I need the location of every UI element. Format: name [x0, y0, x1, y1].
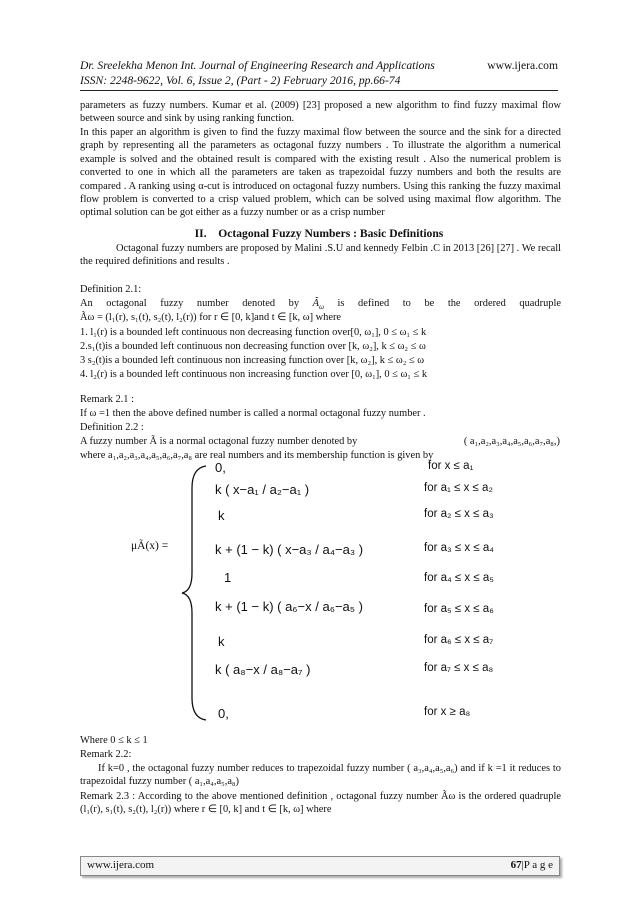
piece-expr-4: k + (1 − k) ( x−a₃ / a₄−a₃ ) — [215, 542, 364, 557]
piece-expr-7: k — [218, 634, 225, 649]
section-heading — [80, 227, 558, 240]
page-label: |P a g e — [521, 859, 553, 871]
piece-cond-6: for a₅ ≤ x ≤ a₆ — [424, 603, 494, 615]
piece-expr-6: k + (1 − k) ( a₆−x / a₆−a₅ ) — [215, 599, 363, 614]
rem21-heading: Remark 2.1 : — [80, 394, 134, 405]
piece-cond-7: for a₆ ≤ x ≤ a₇ — [424, 634, 494, 646]
def21-item-1: 1. l₁(r) is a bounded left continuous non decreasing function over[0, ω₁], 0 ≤ ω₁ ≤ k — [80, 327, 427, 338]
def22-tuple: ( a₁,a₂,a₃,a₄,a₅,a₆,a₇,a₈,) — [463, 436, 560, 447]
header-issn-line: ISSN: 2248-9622, Vol. 6, Issue 2, (Part - 2) February 2016, pp.66-74 — [80, 73, 401, 87]
def21-heading: Definition 2.1: — [80, 284, 142, 295]
rem23-text: Remark 2.3 : According to the above mentioned definition , octagonal fuzzy number Ãω is the ordered quadruple (l₁(r), s₁(t), s₂(t), l₂(r)) where r ∈ [0, k] and t ∈ [k, ω] where — [80, 791, 561, 816]
def22-heading: Definition 2.2 : — [80, 422, 144, 433]
def21-line1-text: An octagonal fuzzy number denoted by — [80, 298, 300, 309]
def22-line1: A fuzzy number Ã is a normal octagonal fuzzy number denoted by — [80, 436, 358, 447]
rem21-text: If ω =1 then the above defined number is called a normal octagonal fuzzy number . — [80, 408, 426, 419]
rem22-heading: Remark 2.2: — [80, 749, 132, 760]
page-number: 67 — [510, 859, 522, 871]
piece-expr-5: 1 — [224, 570, 232, 585]
header-journal-line: Dr. Sreelekha Menon Int. Journal of Engineering Research and Applications — [80, 59, 435, 72]
def21-line1-tail: is defined to be the ordered quadruple — [337, 298, 561, 309]
header-rule — [80, 90, 558, 91]
header-url[interactable]: www.ijera.com — [487, 59, 558, 72]
piece-expr-8: k ( a₈−x / a₈−a₇ ) — [215, 662, 311, 677]
rem22-text: If k=0 , the octagonal fuzzy number reduces to trapezoidal fuzzy number ( a₃,a₄,a₅,a₆) and if k =1 it reduces to trapezoidal fuzzy number ( a₁,a₄,a₅,a₈) — [80, 763, 561, 788]
def21-tuple: Ãω = (l₁(r), s₁(t), s₂(t), l₂(r)) for r ∈ [0, k]and t ∈ [k, ω] where — [80, 312, 342, 323]
def22-line2: where a₁,a₂,a₃,a₄,a₅,a₆,a₇,a₈ are real numbers and its membership function is given by — [80, 450, 434, 461]
section-number: II. — [194, 227, 207, 240]
piece-cond-1: for x ≤ a₁ — [428, 460, 474, 472]
footer-page — [511, 859, 553, 871]
piece-expr-1: 0, — [215, 460, 226, 475]
intro-paragraph-2: In this paper an algorithm is given to find the fuzzy maximal flow between the source and the sink for a directed graph by representing all the parameters as octagonal fuzzy numbers . To illustrate the algorithm a numerical example is solved and the obtained result is compared with the existing result . Also the numerical problem is converted to one in which all the parameters are taken as trapezoidal fuzzy numbers and both the results are compared . A ranking using α-cut is introduced on octagonal fuzzy numbers. Using this ranking the fuzzy maximal flow problem is converted to a crisp valued problem, which can be solved using maximal flow algorithm. The optimal solution can be got either as a fuzzy number or as a crisp number — [80, 127, 561, 219]
piece-cond-5: for a₄ ≤ x ≤ a₅ — [424, 572, 494, 584]
piece-cond-4: for a₃ ≤ x ≤ a₄ — [424, 542, 494, 554]
where-k-range: Where 0 ≤ k ≤ 1 — [80, 735, 148, 746]
def21-item-2: 2.s₁(t)is a bounded left continuous non decreasing function over [k, ω₂], k ≤ ω₂ ≤ ω — [80, 341, 426, 352]
section-intro: Octagonal fuzzy numbers are proposed by Malini .S.U and kennedy Felbin .C in 2013 [26] [27] . We recall the required definitions and results . — [80, 243, 561, 268]
def21-symbol: $Ã_\omega$ — [312, 298, 324, 312]
piece-cond-2: for a₁ ≤ x ≤ a₂ — [424, 482, 493, 494]
intro-paragraph-1: parameters as fuzzy numbers. Kumar et al. (2009) [23] proposed a new algorithm to find fuzzy maximal flow between source and sink by using ranking function. — [80, 100, 561, 125]
footer-url[interactable]: www.ijera.com — [87, 859, 155, 871]
left-brace-icon — [180, 463, 210, 723]
section-title: Octagonal Fuzzy Numbers : Basic Definitions — [218, 227, 444, 240]
def21-item-4: 4. l₂(r) is a bounded left continuous non increasing function over [0, ω₁], 0 ≤ ω₁ ≤ k — [80, 369, 428, 380]
piece-cond-9: for x ≥ a₈ — [424, 706, 471, 718]
page-footer — [80, 856, 560, 876]
membership-lhs: μÃ(x) = — [131, 540, 169, 552]
piece-expr-2: k ( x−a₁ / a₂−a₁ ) — [215, 482, 310, 497]
piece-expr-9: 0, — [218, 706, 229, 721]
piece-cond-8: for a₇ ≤ x ≤ a₈ — [424, 662, 494, 674]
piece-cond-3: for a₂ ≤ x ≤ a₃ — [424, 508, 494, 520]
def21-item-3: 3 s₂(t)is a bounded left continuous non increasing function over [k, ω₂], k ≤ ω₂ ≤ ω — [80, 355, 425, 366]
running-header — [80, 59, 558, 88]
piece-expr-3: k — [218, 508, 225, 523]
